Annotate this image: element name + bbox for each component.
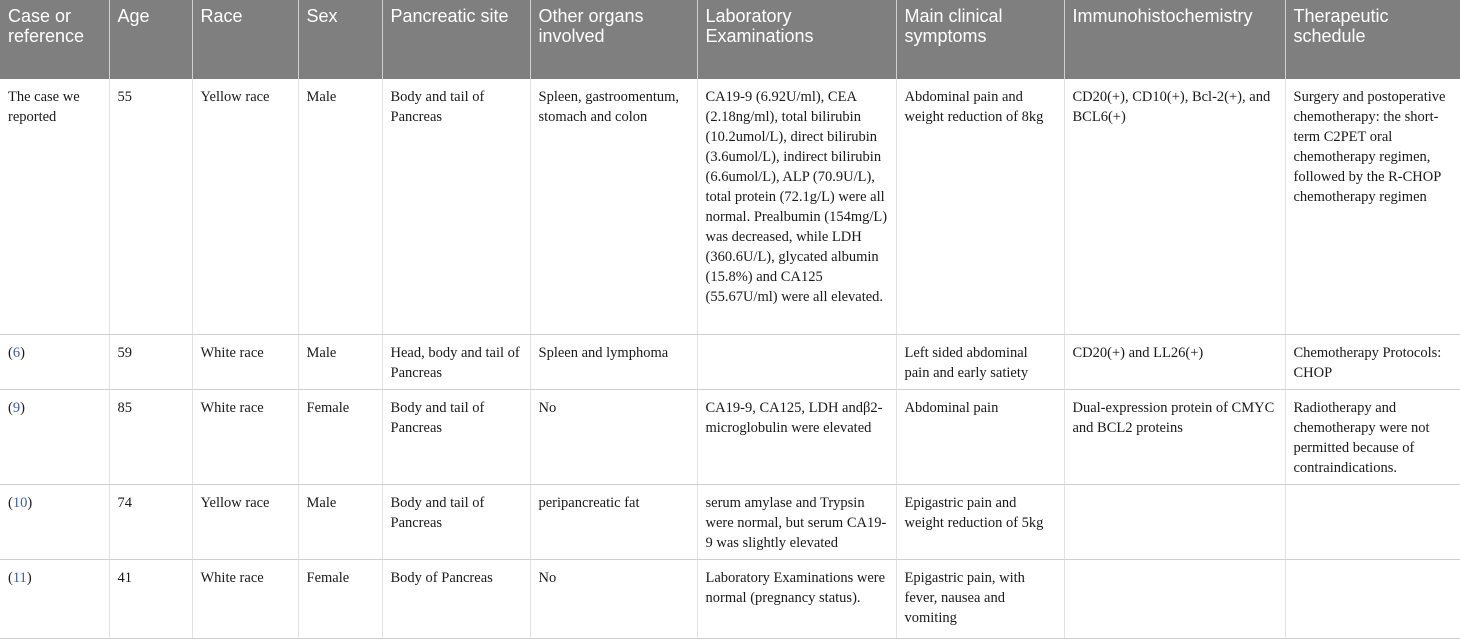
cell-lab: serum amylase and Trypsin were normal, but serum CA19-9 was slightly elevated — [697, 484, 896, 559]
cell-sex: Female — [298, 559, 382, 638]
table-header-row — [0, 0, 1460, 79]
cell-ihc — [1064, 559, 1285, 638]
cell-sex: Male — [298, 484, 382, 559]
header-age: Age — [109, 0, 192, 79]
reference-link[interactable]: 11 — [12, 569, 27, 586]
cell-organs: No — [530, 389, 697, 484]
table-row — [0, 389, 1460, 484]
cell-race: White race — [192, 559, 298, 638]
header-race: Race — [192, 0, 298, 79]
cell-case — [0, 79, 109, 334]
table-row — [0, 484, 1460, 559]
cell-ihc: CD20(+) and LL26(+) — [1064, 334, 1285, 389]
reference-link[interactable]: 6 — [12, 344, 21, 361]
cell-sex: Male — [298, 334, 382, 389]
cell-race: White race — [192, 389, 298, 484]
cell-ihc — [1064, 484, 1285, 559]
cell-lab: CA19-9 (6.92U/ml), CEA (2.18ng/ml), total bilirubin (10.2umol/L), direct bilirubin (3.6umol/L), indirect bilirubin (6.6umol/L), ALP (70.9U/L), total protein (72.1g/L) were all normal. Prealbumin (154mg/L) was decreased, while LDH (360.6U/L), glycated albumin (15.8%) and CA125 (55.67U/ml) were all elevated. — [697, 79, 896, 334]
cell-lab: CA19-9, CA125, LDH andβ2-microglobulin were elevated — [697, 389, 896, 484]
ref-open: ( — [8, 569, 13, 586]
cell-therapy — [1285, 484, 1460, 559]
cell-organs: peripancreatic fat — [530, 484, 697, 559]
cell-race: Yellow race — [192, 484, 298, 559]
header-sex: Sex — [298, 0, 382, 79]
cell-age: 74 — [109, 484, 192, 559]
header-other-organs: Other organs involved — [530, 0, 697, 79]
header-pancreatic-site: Pancreatic site — [382, 0, 530, 79]
cell-sex: Female — [298, 389, 382, 484]
cell-lab: Laboratory Examinations were normal (pregnancy status). — [697, 559, 896, 638]
cell-site: Body and tail of Pancreas — [382, 389, 530, 484]
cell-race: Yellow race — [192, 79, 298, 334]
cell-site: Head, body and tail of Pancreas — [382, 334, 530, 389]
cell-symptoms: Epigastric pain and weight reduction of 5kg — [896, 484, 1064, 559]
cell-case — [0, 334, 109, 389]
header-symptoms: Main clinical symptoms — [896, 0, 1064, 79]
cell-site: Body of Pancreas — [382, 559, 530, 638]
cell-ihc: Dual-expression protein of CMYC and BCL2 proteins — [1064, 389, 1285, 484]
ref-open: ( — [8, 399, 13, 416]
ref-open: ( — [8, 344, 13, 361]
cell-organs: Spleen, gastroomentum, stomach and colon — [530, 79, 697, 334]
ref-close: ) — [26, 569, 32, 586]
cell-ihc: CD20(+), CD10(+), Bcl-2(+), and BCL6(+) — [1064, 79, 1285, 334]
cell-organs: No — [530, 559, 697, 638]
cell-therapy: Chemotherapy Protocols: CHOP — [1285, 334, 1460, 389]
cell-site: Body and tail of Pancreas — [382, 484, 530, 559]
header-therapy: Therapeutic schedule — [1285, 0, 1460, 79]
cell-therapy — [1285, 559, 1460, 638]
reference-link[interactable]: 10 — [12, 494, 28, 511]
table-row — [0, 334, 1460, 389]
ref-close: ) — [20, 399, 25, 416]
ref-open: ( — [8, 494, 13, 511]
cell-symptoms: Abdominal pain and weight reduction of 8kg — [896, 79, 1064, 334]
header-case: Case or reference — [0, 0, 109, 79]
cell-race: White race — [192, 334, 298, 389]
table-row — [0, 79, 1460, 334]
cell-symptoms: Epigastric pain, with fever, nausea and vomiting — [896, 559, 1064, 638]
cell-age: 59 — [109, 334, 192, 389]
cell-sex: Male — [298, 79, 382, 334]
cell-therapy: Radiotherapy and chemotherapy were not permitted because of contraindications. — [1285, 389, 1460, 484]
cell-age: 85 — [109, 389, 192, 484]
cell-age: 55 — [109, 79, 192, 334]
cell-therapy: Surgery and postoperative chemotherapy: the short-term C2PET oral chemotherapy regimen, followed by the R-CHOP chemotherapy regimen — [1285, 79, 1460, 334]
cell-lab — [697, 334, 896, 389]
header-ihc: Immunohistochemistry — [1064, 0, 1285, 79]
ref-close: ) — [27, 494, 33, 511]
reference-link[interactable]: 9 — [12, 399, 21, 416]
cell-age: 41 — [109, 559, 192, 638]
ref-close: ) — [20, 344, 25, 361]
cell-case — [0, 389, 109, 484]
header-lab-exams: Laboratory Examinations — [697, 0, 896, 79]
cell-symptoms: Abdominal pain — [896, 389, 1064, 484]
cell-case — [0, 559, 109, 638]
cell-symptoms: Left sided abdominal pain and early satiety — [896, 334, 1064, 389]
cell-site: Body and tail of Pancreas — [382, 79, 530, 334]
table-row — [0, 559, 1460, 638]
cell-organs: Spleen and lymphoma — [530, 334, 697, 389]
cell-case — [0, 484, 109, 559]
case-label: The case we reported — [8, 89, 80, 125]
